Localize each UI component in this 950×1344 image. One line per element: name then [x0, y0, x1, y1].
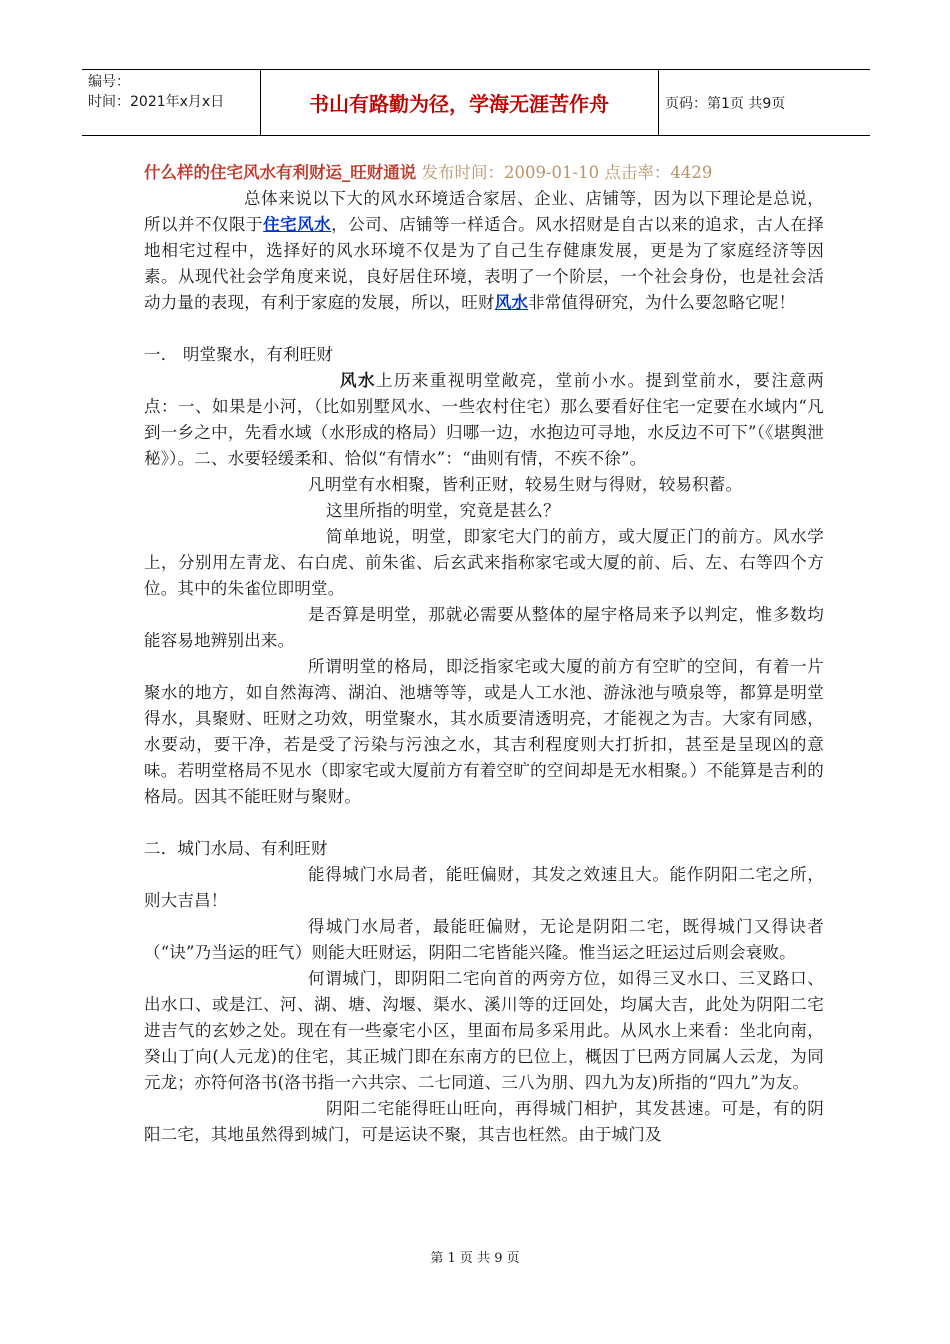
article-title: 什么样的住宅风水有利财运_旺财通说 [144, 163, 417, 182]
section2-paragraph-3: 何谓城门，即阴阳二宅向首的两旁方位，如得三叉水口、三叉路口、出水口、或是江、河、湖、塘、沟堰、渠水、溪川等的迂回处，均属大吉，此处为阴阳二宅进吉气的玄妙之处。现在有一些豪宅小区，里面布局多采用此。从风水上来看：坐北向南，癸山丁向(人元龙)的住宅，其正城门即在东南方的巳位上，概因丁巳两方同属人云龙，为同元龙；亦符何洛书(洛书指一六共宗、二七同道、三八为朋、四九为友)所指的“四九”为友。 [144, 969, 824, 1092]
page-footer: 第 1 页 共 9 页 [430, 1251, 520, 1266]
link-fengshui[interactable]: 风水 [494, 293, 529, 312]
section2-paragraph-1: 能得城门水局者，能旺偏财，其发之效速且大。能作阴阳二宅之所，则大吉昌！ [144, 865, 824, 910]
section2-heading: 二．城门水局、有利旺财 [144, 839, 328, 858]
header-page-info: 页码：第1页 共9页 [665, 95, 786, 112]
intro-text-b: ，公司、店铺等一样适合。风水招财是自古以来的追求，古人在择地相宅过程中，选择好的风水环境不仅是为了自己生存健康发展，更是为了家庭经济等因素。从现代社会学角度来说，良好居住环境，表明了一个阶层，一个社会身份，也是社会活动力量的表现，有利于家庭的发展，所以，旺财 [144, 215, 824, 312]
section1-heading: 一． 明堂聚水，有利旺财 [144, 345, 334, 364]
intro-text-a: 总体来说以下大的风水环境适合家居、企业、店铺等，因为以下理论是总说，所以并不仅限于 [144, 189, 824, 234]
section1-paragraph-3: 这里所指的明堂，究竟是甚么？ [326, 501, 560, 520]
article-publish-meta: 发布时间：2009-01-10 点击率：4429 [416, 163, 713, 182]
section1-paragraph-6: 所谓明堂的格局，即泛指家宅或大厦的前方有空旷的空间，有着一片聚水的地方，如自然海湾、湖泊、池塘等等，或是人工水池、游泳池与喷泉等，都算是明堂得水，具聚财、旺财之功效，明堂聚水，其水质要清透明亮，才能视之为吉。大家有同感，水要动，要干净，若是受了污染与污浊之水，其吉利程度则大打折扣，甚至是呈现凶的意味。若明堂格局不见水（即家宅或大厦前方有着空旷的空间却是无水相聚。）不能算是吉利的格局。因其不能旺财与聚财。 [144, 657, 824, 806]
header-motto: 书山有路勤为径，学海无涯苦作舟 [309, 92, 609, 116]
section2-paragraph-2: 得城门水局者，最能旺偏财，无论是阴阳二宅，既得城门又得诀者（“诀”乃当运的旺气）则能大旺财运，阴阳二宅皆能兴隆。惟当运之旺运过后则会衰败。 [144, 917, 824, 962]
section1-paragraph-4: 简单地说，明堂，即家宅大门的前方，或大厦正门的前方。风水学上，分别用左青龙、右白虎、前朱雀、后玄武来指称家宅或大厦的前、后、左、右等四个方位。其中的朱雀位即明堂。 [144, 527, 824, 598]
time-label: 时间：2021年x月x日 [88, 94, 225, 110]
section1-text-1: 上历来重视明堂敞亮，堂前小水。提到堂前水，要注意两点：一、如果是小河，（比如别墅风水、一些农村住宅）那么要看好住宅一定要在水域内“凡到一乡之中，先看水域（水形成的格局）归哪一边，水抱边可寻地，水反边不可下”（《堪舆泄秘》）。二、水要轻缓柔和、恰似“有情水”：“曲则有情，不疾不徐”。 [144, 371, 825, 468]
number-label: 编号： [88, 74, 130, 90]
spacer [144, 316, 824, 342]
header-divider-right [658, 70, 659, 135]
spacer [144, 810, 824, 836]
section1-paragraph-5: 是否算是明堂，那就必需要从整体的屋宇格局来予以判定，惟多数均能容易地辨别出来。 [144, 605, 824, 650]
article-title-line [144, 160, 824, 186]
article-body [144, 160, 824, 1148]
header-meta [88, 72, 288, 112]
header-table [82, 69, 870, 136]
section1-paragraph-1 [144, 368, 824, 472]
keyword-fengshui: 风水 [340, 371, 376, 390]
link-residential-fengshui[interactable]: 住宅风水 [263, 215, 332, 234]
intro-paragraph [144, 186, 824, 316]
section2-paragraph-4: 阴阳二宅能得旺山旺向，再得城门相护，其发甚速。可是，有的阴阳二宅，其地虽然得到城门，可是运诀不聚，其吉也枉然。由于城门及 [144, 1099, 824, 1144]
section1-paragraph-2: 凡明堂有水相聚，皆利正财，较易生财与得财，较易积蓄。 [308, 475, 743, 494]
intro-text-c: 非常值得研究，为什么要忽略它呢！ [528, 293, 796, 312]
